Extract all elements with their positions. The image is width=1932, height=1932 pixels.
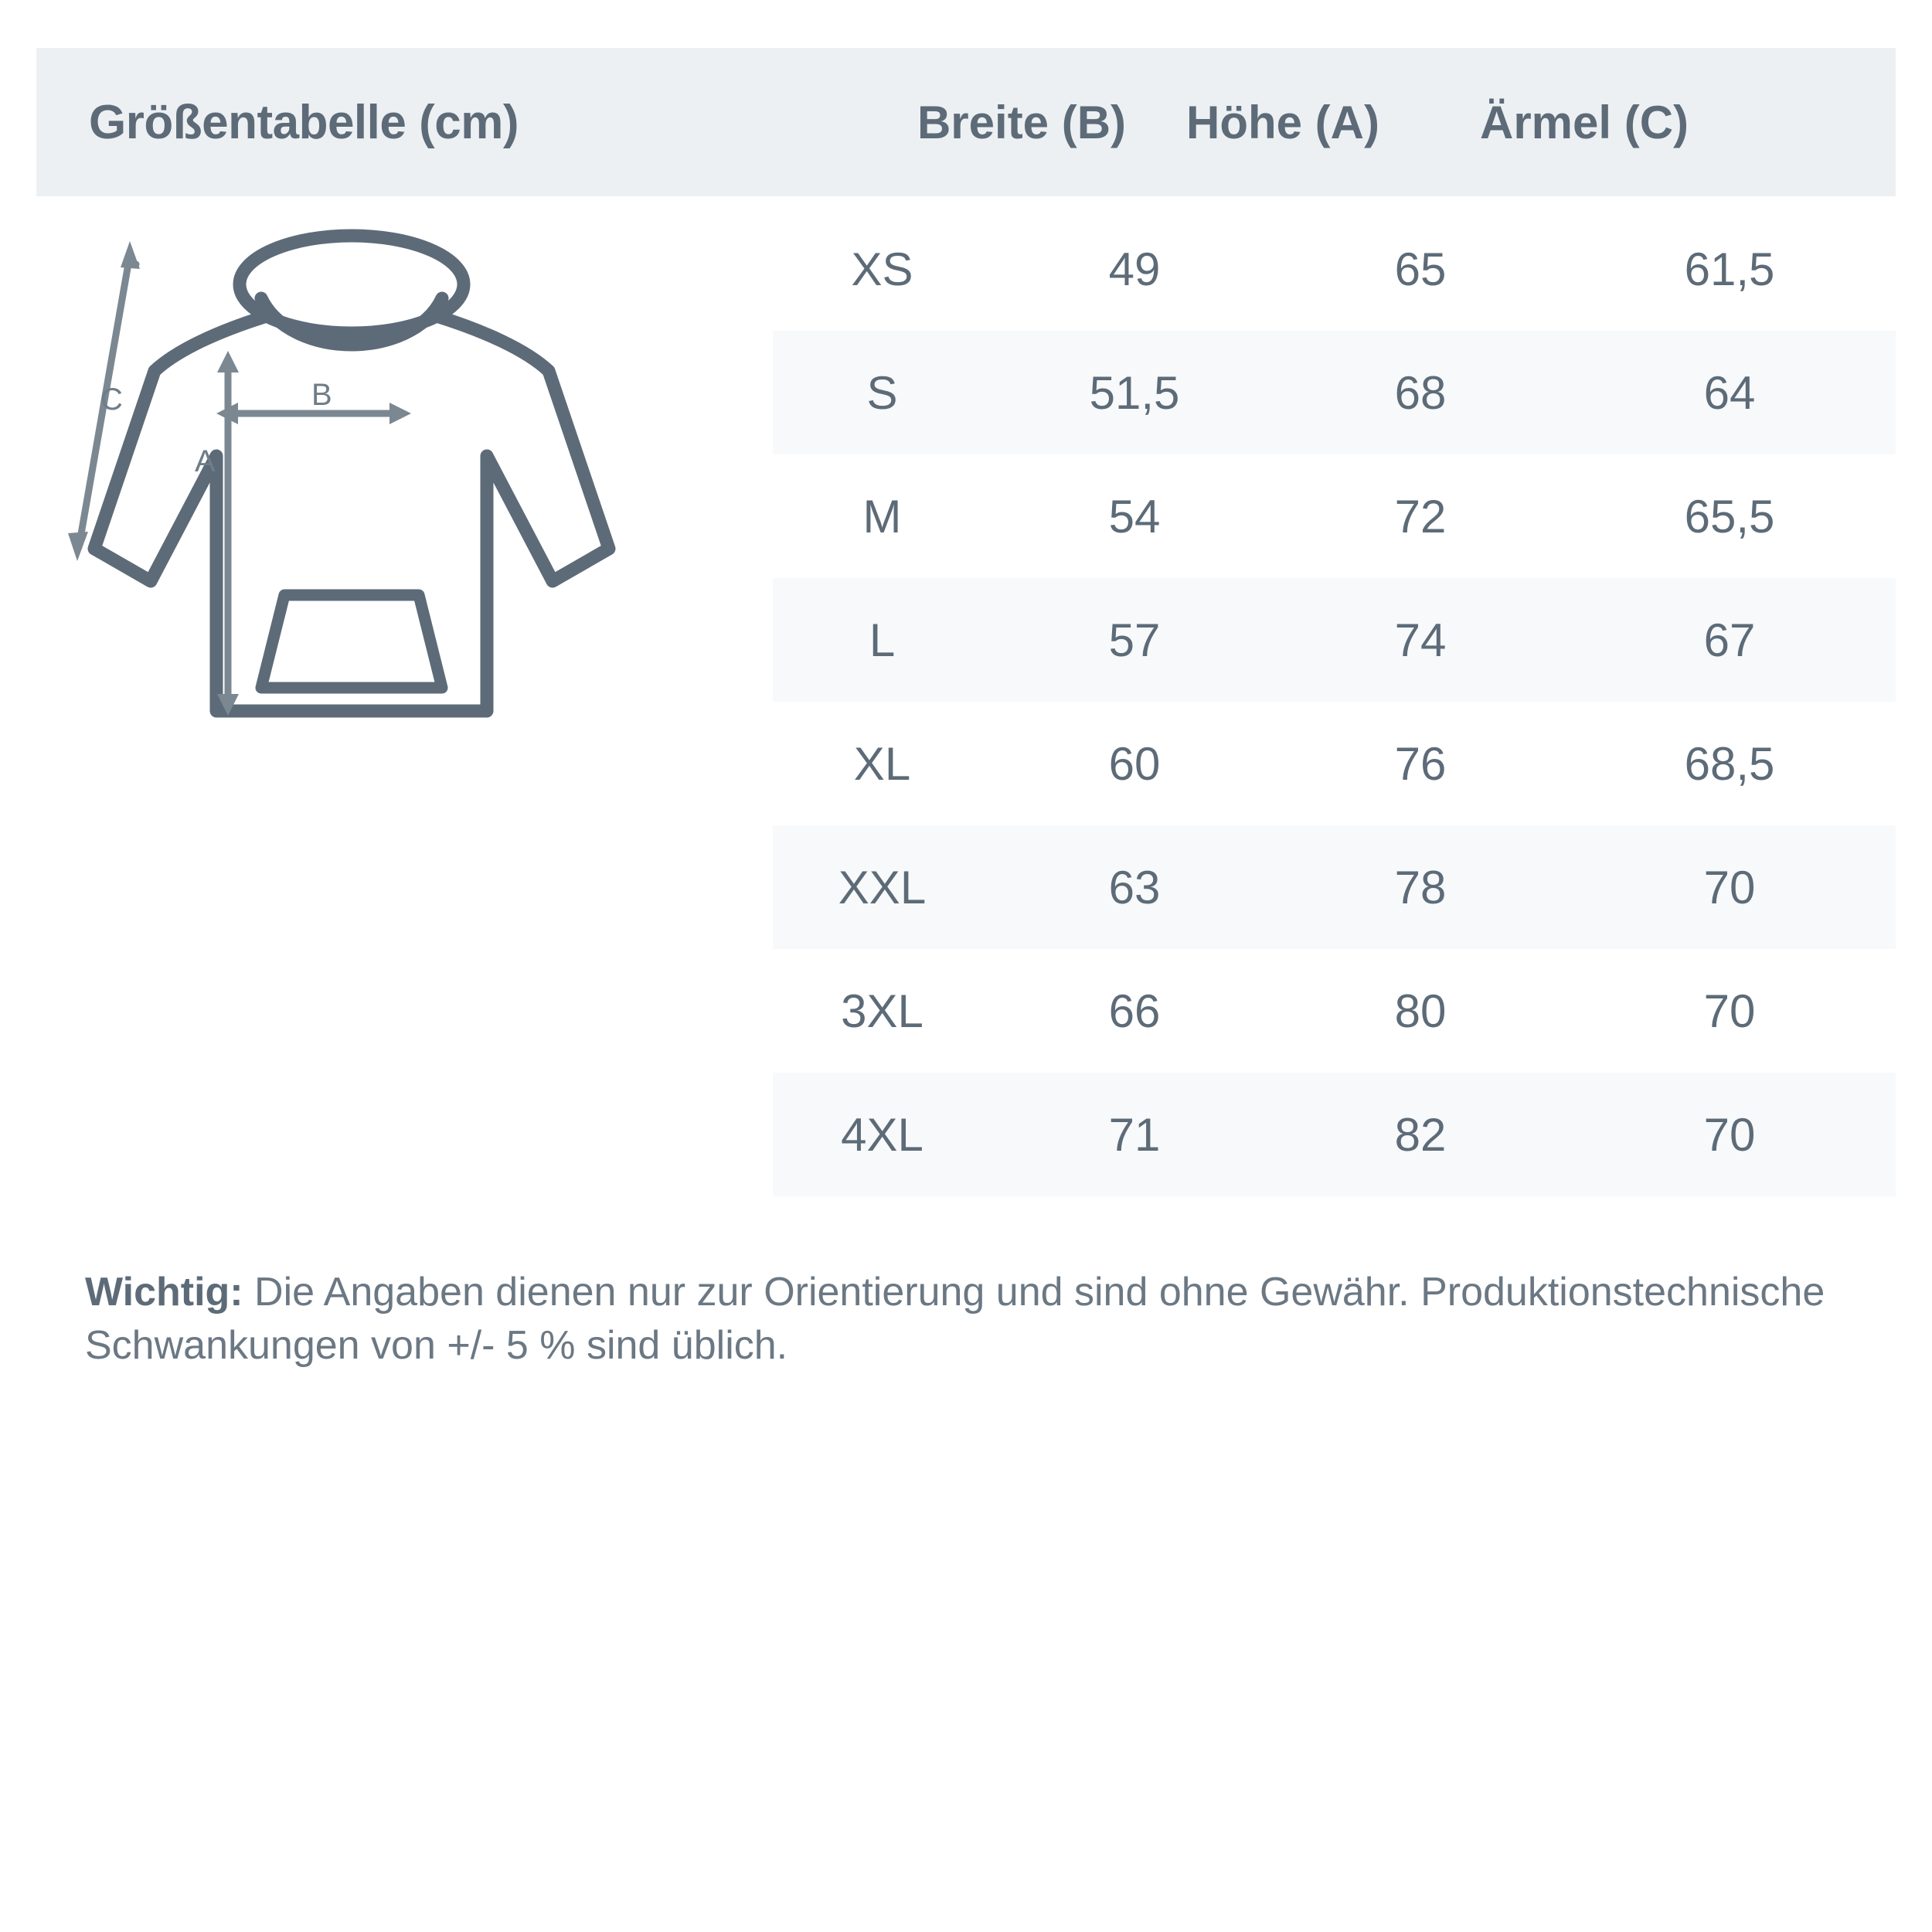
cell-height: 78 — [1394, 861, 1447, 913]
cell-size: S — [866, 366, 898, 419]
cell-width: 63 — [1108, 861, 1161, 913]
cell-sleeve: 70 — [1703, 861, 1756, 913]
cell-sleeve: 61,5 — [1684, 243, 1775, 295]
page-title: Größentabelle (cm) — [89, 95, 519, 149]
cell-size: M — [862, 490, 902, 543]
table-row — [773, 1073, 1896, 1196]
cell-sleeve: 68,5 — [1684, 737, 1775, 790]
cell-sleeve: 64 — [1703, 366, 1756, 419]
cell-size: XL — [853, 737, 911, 790]
cell-width: 54 — [1108, 490, 1161, 543]
column-header-height: Höhe (A) — [1186, 96, 1379, 148]
label-width-b: B — [311, 378, 332, 412]
label-height-a: A — [195, 444, 216, 478]
label-sleeve-c: C — [100, 383, 123, 417]
cell-size: XXL — [838, 861, 927, 913]
size-table — [773, 207, 1896, 1196]
cell-height: 74 — [1394, 614, 1447, 666]
table-row — [773, 825, 1896, 949]
table-row — [773, 949, 1896, 1073]
cell-height: 65 — [1394, 243, 1447, 295]
cell-size: 3XL — [841, 985, 923, 1037]
table-header-band — [36, 48, 1896, 196]
disclaimer-label: Wichtig: — [85, 1270, 243, 1315]
cell-width: 60 — [1108, 737, 1161, 790]
cell-sleeve: 70 — [1703, 985, 1756, 1037]
table-row — [773, 578, 1896, 702]
cell-height: 82 — [1394, 1108, 1447, 1161]
column-headers — [825, 96, 1896, 149]
cell-height: 80 — [1394, 985, 1447, 1037]
cell-height: 68 — [1394, 366, 1447, 419]
cell-sleeve: 67 — [1703, 614, 1756, 666]
cell-width: 51,5 — [1089, 366, 1180, 419]
cell-sleeve: 65,5 — [1684, 490, 1775, 543]
cell-size: L — [869, 614, 896, 666]
cell-width: 57 — [1108, 614, 1161, 666]
disclaimer-note — [85, 1266, 1862, 1372]
column-header-width: Breite (B) — [917, 96, 1126, 148]
disclaimer-text: Die Angaben dienen nur zur Orientierung und sind ohne Gewähr. Produktionstechnische Schwankungen von +/- 5 % sind üblich. — [85, 1270, 1825, 1369]
table-row — [773, 331, 1896, 454]
cell-width: 66 — [1108, 985, 1161, 1037]
cell-sleeve: 70 — [1703, 1108, 1756, 1161]
column-header-sleeve: Ärmel (C) — [1479, 96, 1689, 148]
table-row — [773, 454, 1896, 578]
cell-width: 49 — [1108, 243, 1161, 295]
cell-height: 76 — [1394, 737, 1447, 790]
table-row — [773, 702, 1896, 825]
cell-height: 72 — [1394, 490, 1447, 543]
cell-width: 71 — [1108, 1108, 1161, 1161]
table-row — [773, 207, 1896, 331]
cell-size: 4XL — [841, 1108, 923, 1161]
cell-size: XS — [851, 243, 913, 295]
hoodie-measurement-diagram — [62, 224, 757, 842]
